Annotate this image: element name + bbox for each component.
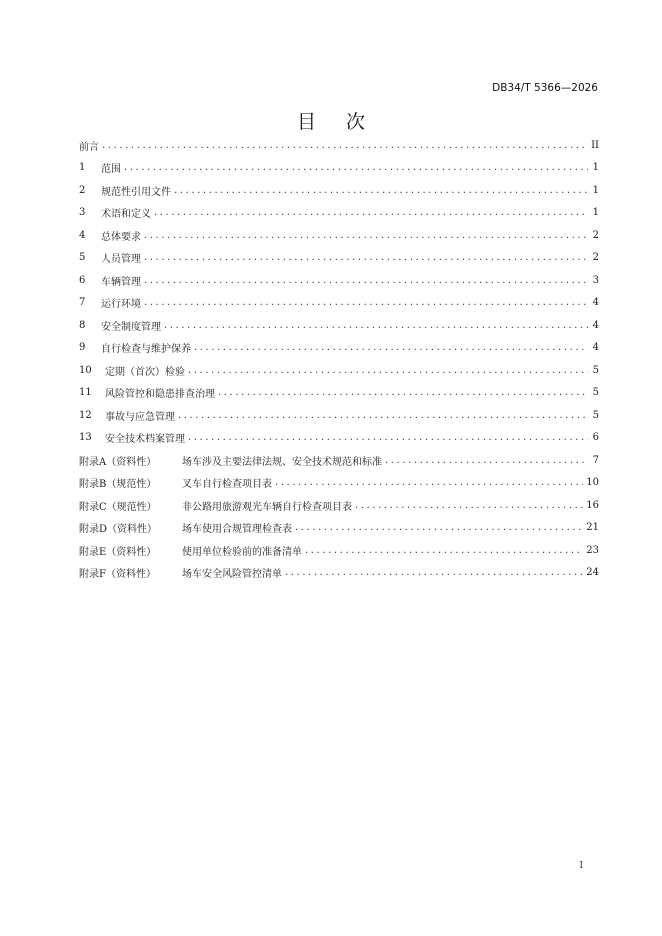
toc-leader-dots [355, 500, 583, 511]
toc-appendix-label: 附录B（规范性） [79, 479, 157, 491]
toc-entry[interactable] [79, 202, 599, 225]
toc-entry-page: 2 [592, 229, 599, 241]
toc-leader-dots [154, 207, 588, 218]
toc-entry-page: 3 [592, 274, 599, 286]
toc-entry-page: 1 [592, 207, 599, 219]
toc-entry[interactable] [79, 247, 599, 270]
toc-entry[interactable] [79, 449, 599, 472]
toc-leader-dots [188, 365, 588, 376]
toc-entry-page: II [591, 139, 599, 151]
toc-entry-page: 16 [586, 499, 599, 511]
toc-entry-number: 3 [79, 207, 86, 219]
toc-entry-number: 2 [79, 184, 86, 196]
toc-entry-text: 车辆管理 [101, 276, 141, 288]
toc-entry[interactable] [79, 314, 599, 337]
toc-entry[interactable] [79, 382, 599, 405]
toc-leader-dots [385, 455, 588, 466]
page-number: I [579, 861, 583, 871]
toc-leader-dots [178, 410, 588, 421]
toc-entry[interactable] [79, 404, 599, 427]
toc-leader-dots [144, 252, 588, 263]
toc-entry-page: 7 [592, 454, 599, 466]
toc-title [0, 107, 662, 134]
toc-entry-text: 前言 [79, 141, 99, 153]
toc-leader-dots [102, 140, 588, 151]
toc-entry-text: 安全技术档案管理 [105, 434, 185, 446]
toc-entry-text: 安全制度管理 [101, 321, 161, 333]
toc-entry-page: 24 [586, 567, 599, 579]
toc-entry[interactable] [79, 269, 599, 292]
toc-entry-number: 8 [79, 319, 86, 331]
toc-appendix-label: 附录E（资料性） [79, 546, 157, 558]
toc-entry-text: 非公路用旅游观光车辆自行检查项目表 [182, 501, 352, 513]
toc-entry[interactable] [79, 562, 599, 585]
toc-entry-page: 5 [592, 364, 599, 376]
toc-list [79, 134, 599, 584]
toc-appendix-label: 附录C（规范性） [79, 501, 157, 513]
toc-entry-text: 人员管理 [101, 254, 141, 266]
toc-entry-number: 6 [79, 274, 86, 286]
toc-leader-dots [124, 162, 588, 173]
toc-leader-dots [218, 387, 588, 398]
toc-entry-number: 11 [79, 387, 92, 399]
toc-entry[interactable] [79, 539, 599, 562]
toc-entry-text: 风险管控和隐患排查治理 [105, 389, 215, 401]
toc-entry[interactable] [79, 359, 599, 382]
toc-appendix-label: 附录A（资料性） [79, 456, 157, 468]
toc-entry[interactable] [79, 472, 599, 495]
toc-entry-text: 使用单位检验前的准备清单 [182, 546, 302, 558]
toc-entry-text: 场车涉及主要法律法规、安全技术规范和标准 [182, 456, 382, 468]
toc-entry-text: 定期（首次）检验 [105, 366, 185, 378]
toc-entry-text: 范围 [101, 164, 121, 176]
toc-entry[interactable] [79, 179, 599, 202]
toc-entry-text: 术语和定义 [101, 209, 151, 221]
toc-entry-number: 4 [79, 229, 86, 241]
toc-entry[interactable] [79, 134, 599, 157]
toc-leader-dots [275, 477, 583, 488]
toc-leader-dots [305, 545, 583, 556]
toc-leader-dots [144, 230, 588, 241]
toc-entry-number: 12 [79, 409, 92, 421]
toc-entry-text: 自行检查与维护保养 [101, 344, 191, 356]
toc-appendix-label: 附录D（资料性） [79, 524, 158, 536]
toc-title-part2: 次 [346, 111, 366, 133]
toc-entry-text: 场车安全风险管控清单 [182, 569, 282, 581]
toc-entry-number: 1 [79, 162, 86, 174]
toc-entry-page: 21 [586, 522, 599, 534]
toc-entry-text: 事故与应急管理 [105, 411, 175, 423]
toc-entry-page: 5 [592, 409, 599, 421]
document-code: DB34/T 5366—2026 [492, 82, 598, 94]
toc-entry-text: 运行环境 [101, 299, 141, 311]
toc-entry-number: 10 [79, 364, 92, 376]
toc-entry-text: 规范性引用文件 [101, 186, 171, 198]
toc-entry-text: 场车使用合规管理检查表 [182, 524, 292, 536]
toc-entry-page: 4 [592, 342, 599, 354]
toc-entry-page: 1 [592, 162, 599, 174]
toc-entry-number: 5 [79, 252, 86, 264]
toc-entry-page: 5 [592, 387, 599, 399]
toc-entry-page: 10 [586, 477, 599, 489]
toc-entry-number: 9 [79, 342, 86, 354]
toc-entry-text: 叉车自行检查项目表 [182, 479, 272, 491]
toc-entry-page: 2 [592, 252, 599, 264]
toc-leader-dots [174, 185, 588, 196]
toc-entry[interactable] [79, 494, 599, 517]
toc-entry-number: 13 [79, 432, 92, 444]
toc-entry-page: 6 [592, 432, 599, 444]
toc-entry-text: 总体要求 [101, 231, 141, 243]
toc-entry-page: 1 [592, 184, 599, 196]
toc-title-part1: 目 [296, 111, 316, 133]
toc-appendix-label: 附录F（资料性） [79, 569, 156, 581]
toc-entry-page: 4 [592, 319, 599, 331]
toc-leader-dots [144, 275, 588, 286]
toc-leader-dots [188, 432, 588, 443]
toc-leader-dots [285, 567, 583, 578]
toc-entry[interactable] [79, 337, 599, 360]
toc-entry[interactable] [79, 224, 599, 247]
toc-entry[interactable] [79, 517, 599, 540]
toc-leader-dots [164, 320, 588, 331]
toc-leader-dots [295, 522, 583, 533]
toc-entry-page: 4 [592, 297, 599, 309]
toc-leader-dots [144, 297, 588, 308]
toc-entry[interactable] [79, 157, 599, 180]
toc-leader-dots [194, 342, 588, 353]
toc-entry[interactable] [79, 292, 599, 315]
toc-entry-number: 7 [79, 297, 86, 309]
toc-entry-page: 23 [586, 544, 599, 556]
toc-entry[interactable] [79, 427, 599, 450]
